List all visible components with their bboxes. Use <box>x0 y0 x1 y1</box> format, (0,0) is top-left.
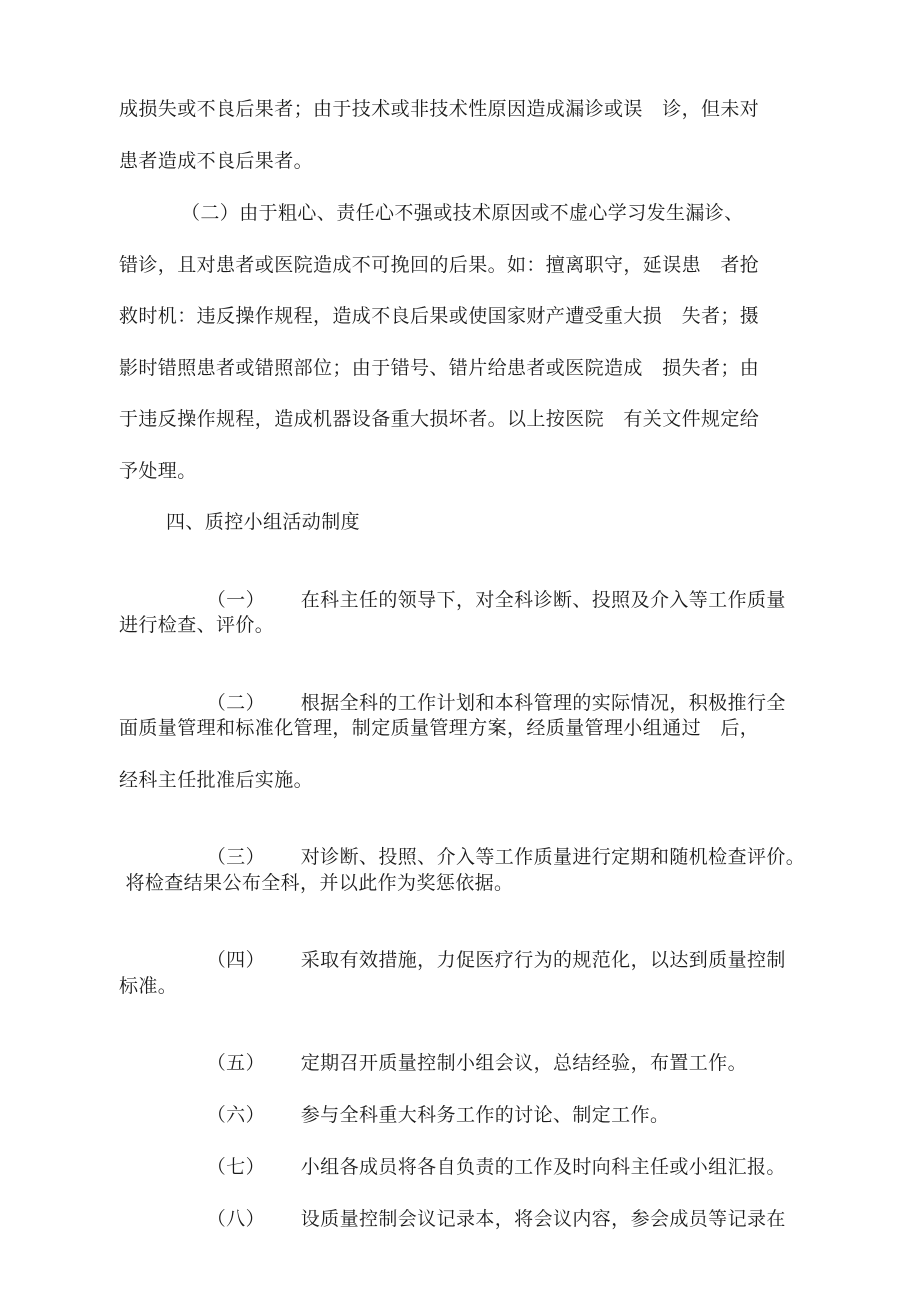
text-line: 面质量管理和标准化管理，制定质量管理方案，经质量管理小组通过 后， <box>119 717 760 739</box>
text-line: 将检查结果公布全科，并以此作为奖惩依据。 <box>119 872 514 894</box>
numbered-item <box>181 1180 786 1258</box>
item-number: （四） <box>206 949 265 971</box>
item-text: 根据全科的工作计划和本科管理的实际情况，积极推行全 <box>300 692 786 714</box>
item-number: （二） <box>206 692 265 714</box>
item-number: （八） <box>206 1208 265 1230</box>
item-text: 参与全科重大科务工作的讨论、制定工作。 <box>300 1104 670 1126</box>
item-text: 设质量控制会议记录本，将会议内容，参会成员等记录在 <box>300 1208 786 1230</box>
item-number: （五） <box>206 1052 265 1074</box>
numbered-item <box>181 921 786 999</box>
text-line: 予处理。 <box>119 460 197 482</box>
text-line: 标准。 <box>119 975 178 997</box>
item-text: 小组各成员将各自负责的工作及时向科主任或小组汇报。 <box>300 1156 786 1178</box>
text-line: 救时机：违反操作规程，造成不良后果或使国家财产遭受重大损 失者；摄 <box>119 305 760 327</box>
section-heading: 四、质控小组活动制度 <box>166 511 361 533</box>
item-number: （三） <box>206 846 265 868</box>
item-number: （六） <box>206 1104 265 1126</box>
text-line: 错诊，且对患者或医院造成不可挽回的后果。如：擅离职守，延误患 者抢 <box>119 254 760 276</box>
text-line: （二）由于粗心、责任心不强或技术原因或不虚心学习发生漏诊、 <box>181 202 744 224</box>
item-number: （七） <box>206 1156 265 1178</box>
text-line: 于违反操作规程，造成机器设备重大损坏者。以上按医院 有关文件规定给 <box>119 408 760 430</box>
text-line: 影时错照患者或错照部位；由于错号、错片给患者或医院造成 损失者；由 <box>119 357 760 379</box>
text-line: 成损失或不良后果者；由于技术或非技术性原因造成漏诊或误 诊，但未对 <box>119 98 760 120</box>
text-line: 经科主任批准后实施。 <box>119 769 314 791</box>
item-number: （一） <box>206 589 265 611</box>
item-text: 定期召开质量控制小组会议，总结经验，布置工作。 <box>300 1052 747 1074</box>
item-text: 对诊断、投照、介入等工作质量进行定期和随机检查评价。 <box>300 846 806 868</box>
item-text: 采取有效措施，力促医疗行为的规范化，以达到质量控制 <box>300 949 786 971</box>
text-line: 进行检查、评价。 <box>119 614 275 636</box>
text-line: 患者造成不良后果者。 <box>119 150 314 172</box>
item-text: 在科主任的领导下，对全科诊断、投照及介入等工作质量 <box>300 589 786 611</box>
